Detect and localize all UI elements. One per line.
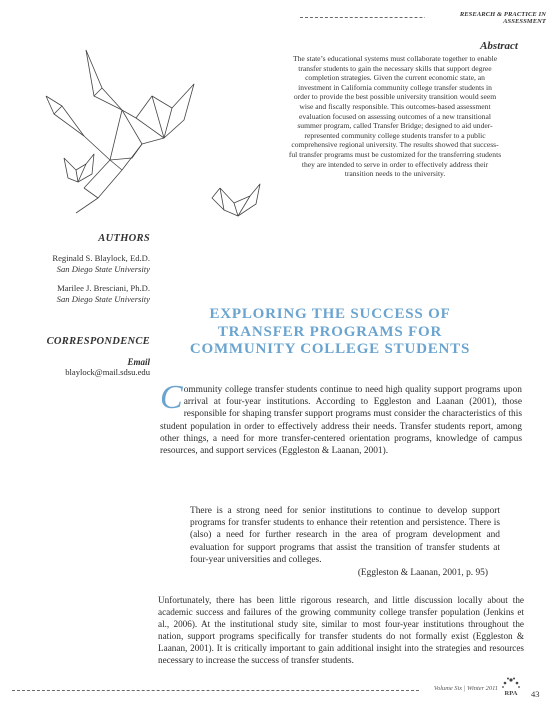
quote-citation: (Eggleston & Laanan, 2001, p. 95) (357, 568, 488, 579)
block-quote (190, 505, 500, 579)
abstract-line: investment in California community college transfer students in (298, 82, 492, 92)
abstract-line: The state’s educational systems must collaborate together to enable (292, 54, 498, 63)
drop-cap: C (160, 379, 183, 416)
correspondence-heading: CORRESPONDENCE (46, 336, 150, 347)
email-address[interactable]: blaylock@mail.sdsu.edu (65, 367, 150, 377)
abstract-text (265, 54, 525, 179)
article-title-line: TRANSFER PROGRAMS FOR (217, 323, 443, 340)
abstract-line: order to provide the best possible university transition would seem (293, 92, 497, 102)
abstract-line: represented community college students transfer to a public (304, 130, 486, 140)
author-name: Reginald S. Blaylock, Ed.D. (52, 253, 150, 263)
issue-label: Volume Six | Winter 2011 (433, 685, 498, 692)
authors-heading: AUTHORS (98, 233, 150, 244)
email-label: Email (127, 357, 150, 367)
abstract-line: wise and fiscally responsible. This outcomes-based assessment (299, 101, 491, 111)
author-affiliation: San Diego State University (56, 263, 150, 274)
rpa-logo (500, 676, 522, 698)
authors-block (24, 233, 150, 304)
intro-text: ommunity college transfer students continue to need high quality support programs upon arrival at four-year institutions. According to Eggleston and Laanan (2001), those responsible for shaping transfer support programs must consider the characteristics of this student population in order to effectively address their needs. Transfer students report, among other things, a need for more transfer-centered orientation programs, knowledge of campus resources, and support services (Eggleston & Laanan, 2001). (160, 385, 522, 457)
quote-text: There is a strong need for senior institutions to continue to develop support programs for transfer students to enhance their retention and persistence. There is (also) a need for further research in the area of program development and evaluation for support programs that assist the transition of transfer students at four-year universities and colleges. (190, 506, 500, 565)
journal-section-header: RESEARCH & PRACTICE IN ASSESSMENT (425, 11, 546, 25)
article-title-line: COMMUNITY COLLEGE STUDENTS (189, 341, 471, 357)
page-number: 43 (531, 689, 540, 699)
abstract-line: comprehensive regional university. The results showed that success- (291, 140, 499, 150)
correspondence-block (24, 336, 150, 377)
author-name: Marilee J. Bresciani, Ph.D. (57, 283, 150, 293)
abstract-line: completion strategies. Given the current economic state, an (305, 73, 485, 83)
logo-lettering: RPA (504, 690, 518, 697)
footer-rule (12, 690, 419, 691)
article-title (160, 306, 500, 359)
abstract-line: transfer students to gain the necessary skills that support degree (298, 63, 492, 73)
intro-paragraph (160, 379, 522, 457)
abstract-line: ful transfer programs must be customized for the transferring students (288, 149, 502, 159)
abstract-line: they are intended to serve in order to effectively address their (301, 159, 489, 169)
author-affiliation: San Diego State University (56, 293, 150, 304)
abstract-line: transition needs to the university. (344, 169, 446, 179)
article-title-line: EXPLORING THE SUCCESS OF (209, 306, 451, 322)
abstract-line: evaluation focused on assessing outcomes of a new transitional (299, 111, 491, 121)
origami-birds-illustration (24, 48, 264, 218)
abstract-heading: Abstract (480, 40, 518, 52)
abstract-line: summer program, called Transfer Bridge; designed to aid under- (297, 121, 493, 131)
body-paragraph: Unfortunately, there has been little rigorous research, and little discussion locally about the academic success and failures of the growing community college transfer population (Jenkins et al., 2006). At the institutional study site, similar to most four-year institutions throughout the nation, support programs specifically for transfer students do not formally exist (Eggleston & Laanan, 2001). It is critically important to gain additional insight into the strategies and resources necessary to increase the success of transfer students. (158, 595, 524, 665)
